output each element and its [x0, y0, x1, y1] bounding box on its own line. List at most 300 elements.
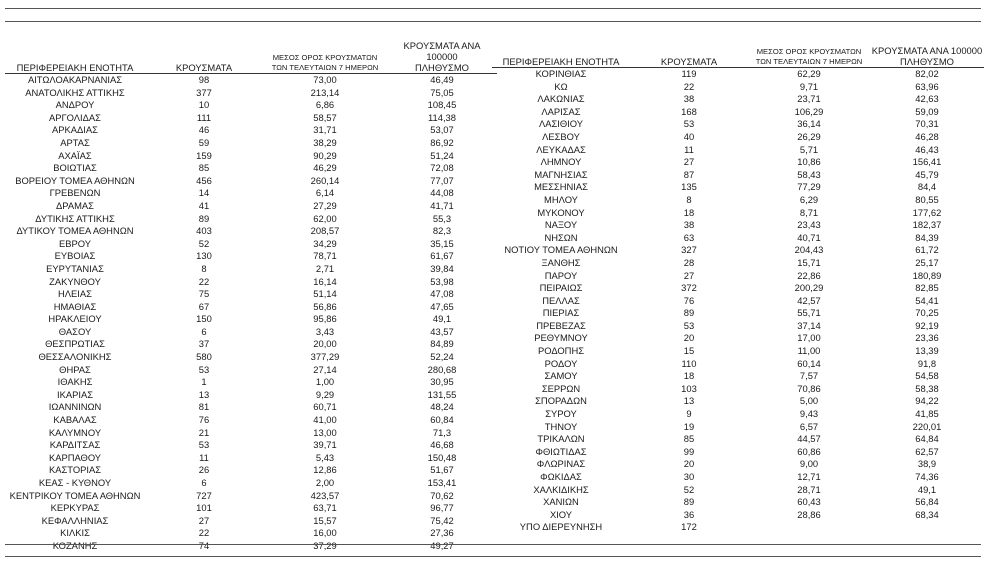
region-cell: ΔΥΤΙΚΗΣ ΑΤΤΙΚΗΣ	[35, 212, 115, 224]
table-row	[5, 137, 497, 150]
table-row	[5, 389, 497, 402]
table-row	[492, 496, 984, 509]
region-cell: ΣΑΜΟΥ	[544, 370, 578, 382]
rate-per-100k-cell: 114,38	[428, 111, 456, 123]
cases-cell: 377	[196, 86, 212, 98]
region-cell: ΡΟΔΟΠΗΣ	[537, 345, 585, 357]
rate-per-100k-cell: 220,01	[912, 420, 942, 432]
table-row	[5, 200, 497, 213]
table-row	[492, 169, 984, 182]
right-table-body	[492, 68, 984, 534]
avg-7day-cell: 23,71	[797, 93, 821, 105]
table-row	[5, 87, 497, 100]
rate-per-100k-cell: 131,55	[427, 388, 457, 400]
table-row	[5, 238, 497, 251]
table-row	[492, 181, 984, 194]
table-row	[5, 338, 497, 351]
cases-cell: 52	[198, 237, 210, 249]
header-region-label: ΠΕΡΙΦΕΡΕΙΑΚΗ ΕΝΟΤΗΤΑ	[502, 56, 620, 67]
region-cell: ΜΑΓΝΗΣΙΑΣ	[534, 168, 588, 180]
rate-per-100k-cell: 41,85	[915, 408, 939, 420]
region-cell: ΤΡΙΚΑΛΩΝ	[537, 433, 585, 445]
header-rate	[870, 40, 984, 68]
header-avg-line1: ΜΕΣΟΣ ΟΡΟΣ ΚΡΟΥΣΜΑΤΩΝ	[272, 53, 378, 62]
rate-per-100k-cell: 44,08	[430, 187, 454, 199]
header-row	[5, 40, 497, 74]
cases-cell: 38	[683, 219, 695, 231]
cases-cell: 89	[198, 212, 210, 224]
avg-7day-cell: 77,29	[797, 181, 821, 193]
avg-7day-cell: 23,43	[797, 219, 821, 231]
rate-per-100k-cell: 153,41	[427, 477, 457, 488]
avg-7day-cell: 16,14	[313, 275, 337, 287]
rate-per-100k-cell: 38,9	[917, 458, 937, 470]
header-avg-line2: ΤΩΝ ΤΕΛΕΥΤΑΙΩΝ 7 ΗΜΕΡΩΝ	[271, 63, 379, 72]
table-row	[5, 490, 497, 503]
avg-7day-cell: 26,29	[797, 130, 821, 142]
cases-cell: 14	[198, 187, 210, 199]
avg-7day-cell: 13,00	[313, 426, 337, 438]
region-cell: ΔΥΤΙΚΟΥ ΤΟΜΕΑ ΑΘΗΝΩΝ	[16, 225, 134, 237]
cases-cell: 63	[683, 231, 695, 243]
table-row	[492, 458, 984, 471]
header-avg-line2: ΤΩΝ ΤΕΛΕΥΤΑΙΩΝ 7 ΗΜΕΡΩΝ	[755, 57, 863, 66]
cases-cell: 26	[198, 464, 210, 476]
region-cell: ΙΘΑΚΗΣ	[57, 376, 93, 388]
region-cell: ΜΗΛΟΥ	[544, 193, 578, 205]
region-cell: ΧΑΝΙΩΝ	[543, 496, 579, 508]
rate-per-100k-cell: 62,57	[915, 445, 939, 457]
avg-7day-cell: 11,00	[797, 345, 821, 357]
avg-7day-cell: 377,29	[310, 351, 340, 363]
avg-7day-cell: 20,00	[313, 338, 337, 350]
region-cell: ΥΠΟ ΔΙΕΡΕΥΝΗΣΗ	[519, 521, 603, 533]
avg-7day-cell: 42,57	[797, 294, 821, 306]
region-cell: ΖΑΚΥΝΘΟΥ	[49, 275, 101, 287]
table-row	[5, 351, 497, 364]
cases-cell: 18	[683, 370, 695, 382]
cases-cell: 75	[198, 288, 210, 300]
cases-cell: 135	[681, 181, 697, 193]
rate-per-100k-cell: 56,84	[915, 496, 939, 508]
rate-per-100k-cell: 39,84	[430, 262, 454, 274]
avg-7day-cell: 204,43	[794, 244, 824, 256]
region-cell: ΛΕΣΒΟΥ	[542, 130, 580, 142]
table-row	[492, 257, 984, 270]
region-cell: ΚΩ	[554, 80, 568, 92]
region-cell: ΚΟΡΙΝΘΙΑΣ	[535, 68, 587, 79]
table-row	[492, 345, 984, 358]
region-cell: ΛΗΜΝΟΥ	[540, 156, 582, 168]
table-row	[5, 414, 497, 427]
avg-7day-cell: 423,57	[310, 489, 340, 501]
avg-7day-cell	[748, 521, 870, 534]
table-row	[492, 106, 984, 119]
region-cell: ΛΕΥΚΑΔΑΣ	[536, 143, 586, 155]
header-cases	[145, 40, 263, 74]
cases-cell: 103	[681, 382, 697, 394]
rate-per-100k-cell: 177,62	[912, 206, 942, 218]
rate-per-100k-cell: 46,68	[430, 439, 454, 451]
avg-7day-cell: 17,00	[797, 332, 821, 344]
avg-7day-cell: 9,00	[799, 458, 819, 470]
cases-cell: 87	[683, 168, 695, 180]
cases-cell: 89	[683, 307, 695, 319]
table-row	[5, 502, 497, 515]
cases-cell: 37	[198, 338, 210, 350]
avg-7day-cell: 16,00	[313, 527, 337, 539]
table-row	[492, 509, 984, 522]
table-row	[492, 144, 984, 157]
right-cases-table	[492, 40, 984, 534]
header-avg	[263, 40, 387, 74]
avg-7day-cell: 90,29	[313, 149, 337, 161]
rate-per-100k-cell: 53,98	[430, 275, 454, 287]
cases-cell: 327	[681, 244, 697, 256]
header-rate-line1: ΚΡΟΥΣΜΑΤΑ ΑΝΑ 100000	[403, 40, 481, 62]
table-row	[5, 288, 497, 301]
table-row	[5, 376, 497, 389]
table-row	[492, 307, 984, 320]
rate-per-100k-cell: 52,24	[430, 351, 454, 363]
bottom-rule-1	[5, 544, 981, 545]
avg-7day-cell: 260,14	[310, 174, 340, 186]
avg-7day-cell: 58,57	[313, 111, 337, 123]
header-row	[492, 40, 984, 68]
region-cell: ΦΘΙΩΤΙΔΑΣ	[535, 445, 587, 457]
region-cell: ΠΙΕΡΙΑΣ	[542, 307, 580, 319]
avg-7day-cell: 12,86	[313, 464, 337, 476]
table-row	[492, 370, 984, 383]
rate-per-100k-cell: 23,36	[915, 332, 939, 344]
rate-per-100k-cell: 43,57	[430, 325, 454, 337]
table-row	[492, 156, 984, 169]
table-row	[5, 439, 497, 452]
avg-7day-cell: 5,43	[315, 451, 335, 463]
rate-per-100k-cell: 75,42	[430, 514, 454, 526]
cases-cell: 28	[683, 256, 695, 268]
region-cell: ΠΡΕΒΕΖΑΣ	[536, 319, 586, 331]
region-cell: ΓΡΕΒΕΝΩΝ	[49, 187, 101, 199]
region-cell: ΠΑΡΟΥ	[544, 269, 578, 281]
rate-per-100k-cell: 45,79	[915, 168, 939, 180]
avg-7day-cell: 70,86	[797, 382, 821, 394]
region-cell: ΗΛΕΙΑΣ	[58, 288, 92, 300]
rate-per-100k-cell: 74,36	[915, 471, 939, 482]
avg-7day-cell: 200,29	[794, 282, 824, 294]
region-cell: ΧΑΛΚΙΔΙΚΗΣ	[533, 483, 589, 495]
cases-cell: 27	[683, 156, 695, 168]
region-cell: ΘΗΡΑΣ	[59, 363, 91, 375]
avg-7day-cell: 62,00	[313, 212, 337, 224]
table-row	[492, 320, 984, 333]
cases-cell: 85	[198, 162, 210, 174]
region-cell: ΕΥΡΥΤΑΝΙΑΣ	[46, 262, 104, 274]
region-cell: ΚΑΡΔΙΤΣΑΣ	[49, 439, 101, 451]
avg-7day-cell: 95,86	[313, 313, 337, 325]
header-cases	[630, 40, 748, 68]
region-cell: ΙΚΑΡΙΑΣ	[56, 388, 94, 400]
avg-7day-cell: 213,14	[310, 86, 340, 98]
table-row	[5, 225, 497, 238]
region-cell: ΑΝΔΡΟΥ	[55, 99, 95, 111]
rate-per-100k-cell	[870, 521, 984, 534]
region-cell: ΝΗΣΩΝ	[544, 231, 578, 243]
avg-7day-cell: 9,29	[315, 388, 335, 400]
table-row	[492, 295, 984, 308]
table-row	[5, 427, 497, 440]
avg-7day-cell: 36,14	[797, 118, 821, 130]
region-cell: ΚΙΛΚΙΣ	[60, 527, 90, 539]
region-cell: ΧΙΟΥ	[549, 508, 573, 520]
cases-cell: 403	[196, 225, 212, 237]
header-rate	[387, 40, 497, 74]
rate-per-100k-cell: 156,41	[912, 156, 942, 168]
avg-7day-cell: 40,71	[797, 231, 821, 243]
table-row	[492, 408, 984, 421]
cases-cell: 130	[196, 250, 212, 262]
rate-per-100k-cell: 35,15	[430, 237, 454, 249]
rate-per-100k-cell: 75,05	[430, 86, 454, 98]
avg-7day-cell: 6,57	[799, 420, 819, 432]
region-cell: ΚΟΖΑΝΗΣ	[52, 539, 98, 551]
cases-cell: 53	[198, 363, 210, 375]
header-avg-line1: ΜΕΣΟΣ ΟΡΟΣ ΚΡΟΥΣΜΑΤΩΝ	[756, 47, 862, 56]
rate-per-100k-cell: 180,89	[912, 269, 942, 281]
rate-per-100k-cell: 49,1	[432, 313, 452, 325]
region-cell: ΣΠΟΡΑΔΩΝ	[535, 395, 587, 407]
header-region	[492, 40, 630, 68]
table-row	[5, 515, 497, 528]
cases-cell: 150	[196, 313, 212, 325]
region-cell: ΤΗΝΟΥ	[544, 420, 578, 432]
table-row	[5, 540, 497, 553]
cases-cell: 76	[683, 294, 695, 306]
region-cell: ΞΑΝΘΗΣ	[541, 256, 581, 268]
rate-per-100k-cell: 49,27	[430, 539, 454, 551]
region-cell: ΒΟΙΩΤΙΑΣ	[53, 162, 97, 174]
avg-7day-cell: 78,71	[313, 250, 337, 262]
cases-cell: 6	[201, 325, 207, 337]
rate-per-100k-cell: 49,1	[917, 483, 937, 495]
avg-7day-cell: 41,00	[313, 414, 337, 426]
rate-per-100k-cell: 47,08	[430, 288, 454, 300]
cases-cell: 41	[198, 199, 210, 211]
rate-per-100k-cell: 27,36	[430, 527, 454, 539]
table-row	[492, 358, 984, 371]
cases-cell: 98	[198, 74, 210, 85]
rate-per-100k-cell: 48,24	[430, 401, 454, 413]
rate-per-100k-cell: 82,02	[915, 68, 939, 79]
rate-per-100k-cell: 59,09	[915, 105, 939, 117]
table-row	[5, 187, 497, 200]
region-cell: ΛΑΡΙΣΑΣ	[541, 105, 581, 117]
cases-cell: 159	[196, 149, 212, 161]
region-cell: ΝΑΞΟΥ	[544, 219, 578, 231]
cases-cell: 168	[681, 105, 697, 117]
rate-per-100k-cell: 58,38	[915, 382, 939, 394]
cases-cell: 76	[198, 414, 210, 426]
cases-cell: 1	[201, 376, 207, 388]
header-region	[5, 40, 145, 74]
header-rate-line2: ΠΛΗΘΥΣΜΟ	[900, 56, 954, 67]
avg-7day-cell: 60,14	[797, 357, 821, 369]
avg-7day-cell: 15,71	[797, 256, 821, 268]
rate-per-100k-cell: 51,24	[430, 149, 454, 161]
region-cell: ΠΕΛΛΑΣ	[542, 294, 580, 306]
table-row	[492, 81, 984, 94]
avg-7day-cell: 55,71	[797, 307, 821, 319]
avg-7day-cell: 9,43	[799, 408, 819, 420]
cases-cell: 22	[198, 527, 210, 539]
table-row	[5, 175, 497, 188]
rate-per-100k-cell: 82,3	[432, 225, 452, 237]
avg-7day-cell: 31,71	[313, 124, 337, 136]
table-row	[5, 263, 497, 276]
cases-cell: 8	[201, 262, 207, 274]
rate-per-100k-cell: 54,58	[915, 370, 939, 382]
rate-per-100k-cell: 46,49	[430, 74, 454, 85]
cases-cell: 89	[683, 496, 695, 508]
region-cell: ΚΕΑΣ - ΚΥΘΝΟΥ	[38, 477, 112, 488]
cases-cell: 11	[199, 451, 209, 463]
rate-per-100k-cell: 150,48	[427, 451, 457, 463]
cases-cell: 13	[683, 395, 695, 407]
cases-cell: 27	[683, 269, 695, 281]
region-cell: ΠΕΙΡΑΙΩΣ	[539, 282, 583, 294]
region-cell: ΡΕΘΥΜΝΟΥ	[534, 332, 588, 344]
cases-cell: 74	[198, 539, 210, 551]
cases-cell: 372	[681, 282, 697, 294]
table-row	[5, 452, 497, 465]
rate-per-100k-cell: 60,84	[430, 414, 454, 426]
region-cell: ΡΟΔΟΥ	[544, 357, 578, 369]
avg-7day-cell: 27,14	[313, 363, 337, 375]
region-cell: ΚΑΣΤΟΡΙΑΣ	[48, 464, 102, 476]
header-region-label: ΠΕΡΙΦΕΡΕΙΑΚΗ ΕΝΟΤΗΤΑ	[16, 62, 134, 73]
region-cell: ΗΡΑΚΛΕΙΟΥ	[48, 313, 102, 325]
rate-per-100k-cell: 53,07	[430, 124, 454, 136]
table-row	[5, 401, 497, 414]
table-row	[5, 112, 497, 125]
avg-7day-cell: 62,29	[797, 68, 821, 79]
cases-cell: 119	[681, 68, 697, 79]
cases-cell: 20	[683, 332, 695, 344]
table-row	[492, 282, 984, 295]
table-row	[5, 162, 497, 175]
avg-7day-cell: 8,71	[799, 206, 819, 218]
rate-per-100k-cell: 46,28	[915, 130, 939, 142]
region-cell: ΝΟΤΙΟΥ ΤΟΜΕΑ ΑΘΗΝΩΝ	[504, 244, 618, 256]
rate-per-100k-cell: 68,34	[915, 508, 939, 520]
region-cell: ΑΡΤΑΣ	[60, 136, 90, 148]
region-cell: ΦΩΚΙΔΑΣ	[540, 471, 582, 482]
table-row	[5, 124, 497, 137]
cases-cell: 53	[683, 319, 695, 331]
table-row	[5, 464, 497, 477]
avg-7day-cell: 2,00	[315, 477, 335, 488]
cases-cell: 85	[683, 433, 695, 445]
avg-7day-cell: 63,71	[313, 502, 337, 514]
avg-7day-cell: 60,43	[797, 496, 821, 508]
table-row	[5, 477, 497, 490]
rate-per-100k-cell: 92,19	[915, 319, 939, 331]
region-cell: ΚΕΡΚΥΡΑΣ	[50, 502, 100, 514]
rate-per-100k-cell: 96,77	[430, 502, 454, 514]
table-row	[5, 326, 497, 339]
avg-7day-cell: 60,86	[797, 445, 821, 457]
region-cell: ΕΥΒΟΙΑΣ	[54, 250, 96, 262]
rate-per-100k-cell: 70,31	[915, 118, 939, 130]
header-cases-label: ΚΡΟΥΣΜΑΤΑ	[660, 56, 718, 67]
table-row	[5, 213, 497, 226]
avg-7day-cell: 6,14	[315, 187, 335, 199]
cases-cell: 53	[198, 439, 210, 451]
region-cell: ΑΡΚΑΔΙΑΣ	[52, 124, 98, 136]
table-row	[492, 118, 984, 131]
region-cell: ΑΙΤΩΛΟΑΚΑΡΝΑΝΙΑΣ	[27, 74, 123, 85]
rate-per-100k-cell: 82,85	[915, 282, 939, 294]
header-avg	[748, 40, 870, 68]
region-cell: ΚΕΝΤΡΙΚΟΥ ΤΟΜΕΑ ΑΘΗΝΩΝ	[9, 489, 141, 501]
cases-cell: 18	[683, 206, 695, 218]
cases-cell: 101	[196, 502, 212, 514]
avg-7day-cell: 22,86	[797, 269, 821, 281]
region-cell: ΚΕΦΑΛΛΗΝΙΑΣ	[41, 514, 109, 526]
table-row	[492, 332, 984, 345]
region-cell: ΗΜΑΘΙΑΣ	[53, 300, 97, 312]
cases-cell: 580	[196, 351, 212, 363]
cases-cell: 10	[198, 99, 210, 111]
region-cell: ΑΧΑΪΑΣ	[58, 149, 92, 161]
avg-7day-cell: 39,71	[313, 439, 337, 451]
cases-cell: 110	[681, 357, 697, 369]
rate-per-100k-cell: 70,25	[915, 307, 939, 319]
region-cell: ΕΒΡΟΥ	[58, 237, 91, 249]
avg-7day-cell: 1,00	[315, 376, 335, 388]
table-row	[492, 131, 984, 144]
cases-cell: 27	[198, 514, 210, 526]
table-row	[5, 313, 497, 326]
cases-cell: 15	[683, 345, 695, 357]
cases-cell: 11	[684, 143, 694, 155]
avg-7day-cell: 28,86	[797, 508, 821, 520]
avg-7day-cell: 37,14	[797, 319, 821, 331]
region-cell: ΙΩΑΝΝΙΝΩΝ	[48, 401, 102, 413]
cases-cell: 52	[683, 483, 695, 495]
rate-per-100k-cell: 25,17	[915, 256, 939, 268]
bottom-rule-2	[5, 556, 981, 557]
cases-cell: 21	[198, 426, 210, 438]
rate-per-100k-cell: 84,89	[430, 338, 454, 350]
avg-7day-cell: 58,43	[797, 168, 821, 180]
cases-cell: 13	[198, 388, 210, 400]
table-row	[5, 301, 497, 314]
rate-per-100k-cell: 64,84	[915, 433, 939, 445]
table-row	[492, 484, 984, 497]
rate-per-100k-cell: 182,37	[912, 219, 942, 231]
table-row	[5, 250, 497, 263]
rate-per-100k-cell: 86,92	[430, 136, 454, 148]
rate-per-100k-cell: 46,43	[915, 143, 939, 155]
avg-7day-cell: 38,29	[313, 136, 337, 148]
avg-7day-cell: 5,00	[799, 395, 819, 407]
rate-per-100k-cell: 54,41	[915, 294, 939, 306]
avg-7day-cell: 3,43	[315, 325, 335, 337]
rate-per-100k-cell: 13,39	[915, 345, 939, 357]
avg-7day-cell: 6,29	[799, 193, 819, 205]
cases-cell: 727	[196, 489, 212, 501]
